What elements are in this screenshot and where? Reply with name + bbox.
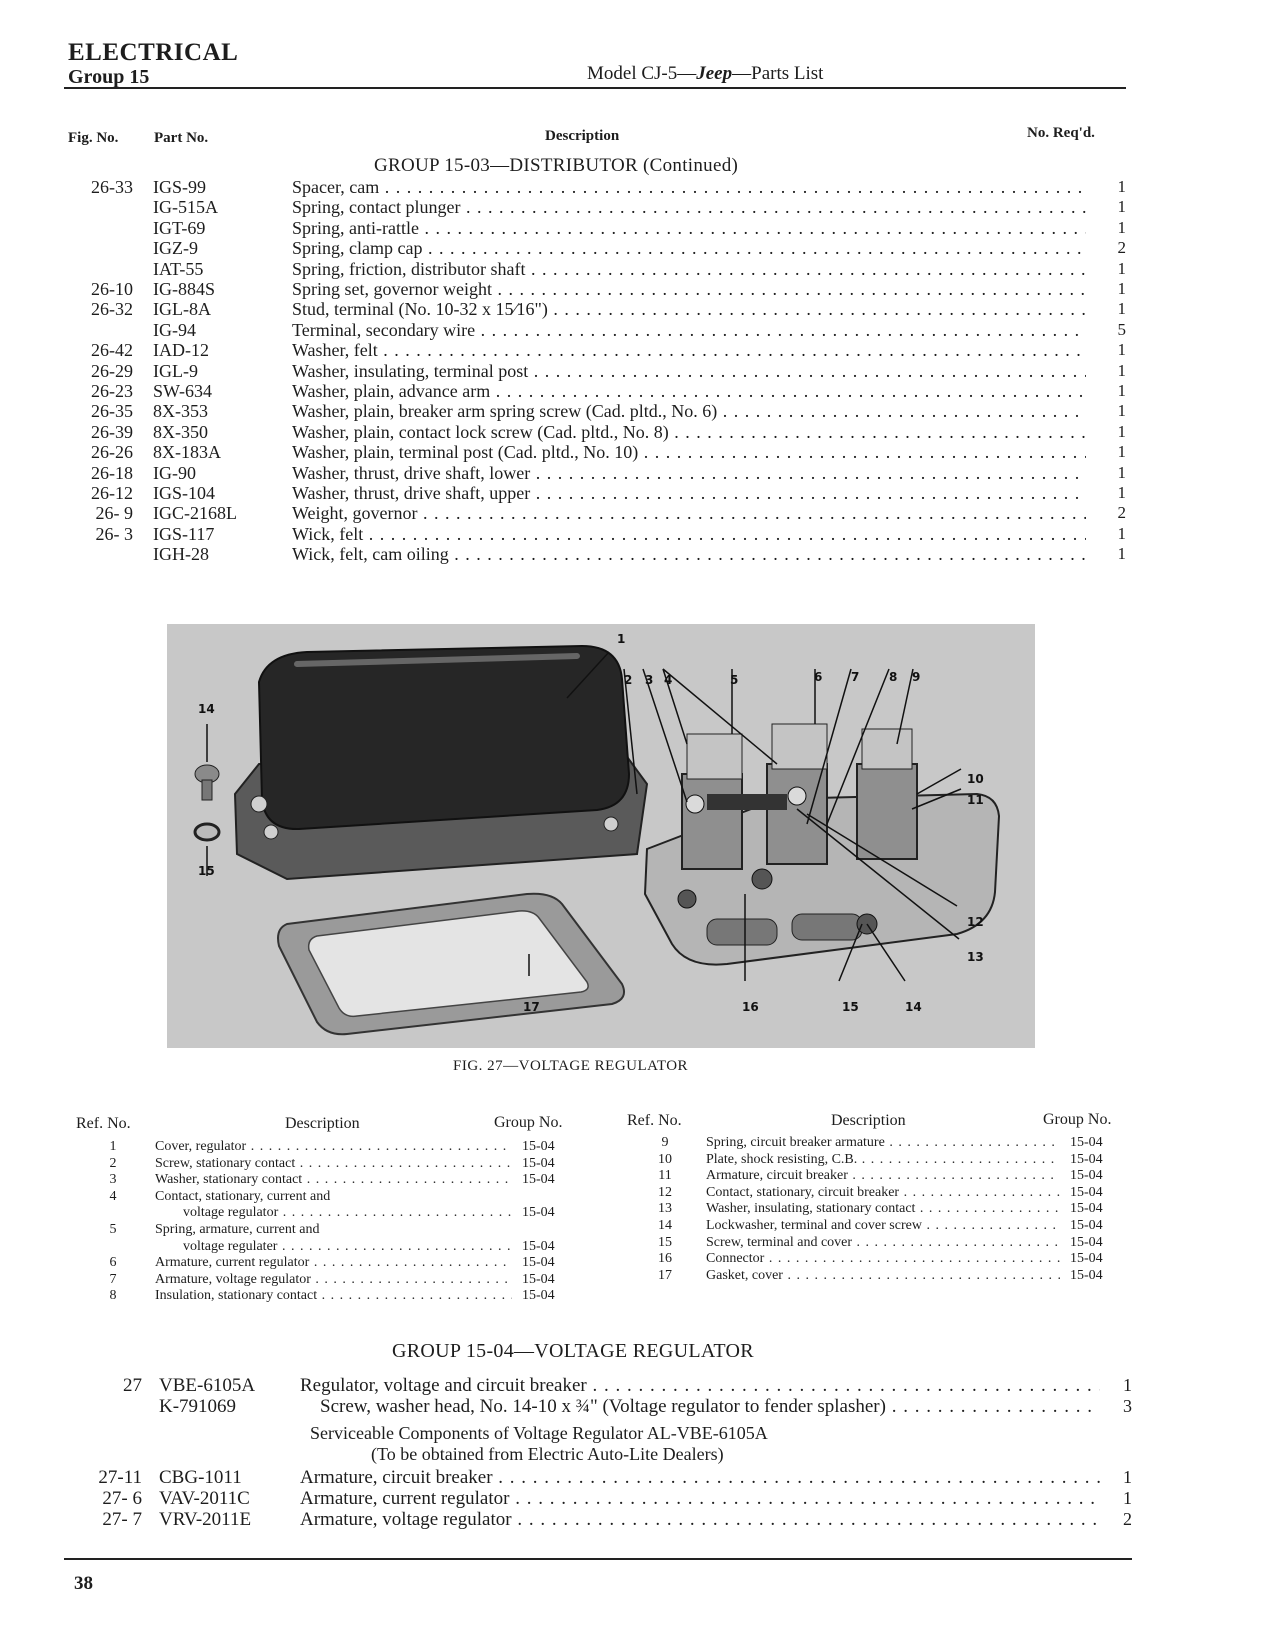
part-description: Wick, felt, cam oiling . . . (292, 544, 1086, 564)
ref-group-number: 15-04 (1070, 1267, 1103, 1283)
quantity-required: 1 (1117, 442, 1126, 462)
figure-callout-label: 14 (198, 702, 215, 716)
part-number: VRV-2011E (159, 1509, 252, 1530)
part-row (0, 279, 1275, 300)
part-row (0, 238, 1275, 259)
quantity-required: 1 (1117, 462, 1126, 482)
ref-group-number: 15-04 (1070, 1184, 1103, 1200)
part-row (0, 1488, 1275, 1510)
part-row (0, 197, 1275, 218)
quantity-required: 2 (1123, 1509, 1132, 1529)
ref-row (650, 1268, 1120, 1284)
ref-group-number: 15-04 (522, 1155, 555, 1171)
ref-number: 3 (109, 1172, 117, 1188)
group-title-voltage-regulator: GROUP 15-04—VOLTAGE REGULATOR (392, 1340, 754, 1362)
ref-description: Washer, insulating, stationary contact . . . (706, 1201, 1060, 1217)
quantity-required: 1 (1117, 279, 1126, 298)
ref-description: Spring, armature, current and (155, 1222, 320, 1237)
part-number: IGS-117 (153, 523, 215, 544)
ref-row (98, 1172, 572, 1188)
quantity-required: 1 (1117, 401, 1126, 421)
fig-number: 26-10 (91, 279, 133, 299)
fig-number: 27-11 (98, 1467, 142, 1488)
ref-description-continued: voltage regulater . . . (183, 1239, 512, 1255)
part-row (0, 1396, 1275, 1418)
ref-row (98, 1139, 572, 1155)
ref-row (98, 1255, 572, 1271)
ref-row (98, 1272, 572, 1288)
part-number: IGL-8A (153, 299, 211, 320)
quantity-required: 1 (1117, 299, 1126, 319)
figure-callout-label: 15 (198, 864, 215, 878)
ref-number: 15 (658, 1234, 672, 1250)
part-number: IAT-55 (153, 258, 204, 279)
part-description: Stud, terminal (No. 10-32 x 15⁄16") . . . (292, 299, 1086, 319)
quantity-required: 1 (1123, 1375, 1132, 1395)
part-row (0, 299, 1275, 320)
part-number: IGS-99 (153, 177, 206, 197)
part-row (0, 320, 1275, 341)
fig-number: 26-26 (91, 442, 133, 463)
ref-row (650, 1168, 1120, 1184)
figure-callout-label: 9 (912, 670, 921, 684)
ref-row (98, 1156, 572, 1172)
voltage-regulator-drawing (167, 624, 1035, 1048)
model-title (587, 63, 823, 85)
part-row (0, 340, 1275, 361)
part-number: 8X-183A (153, 442, 221, 463)
column-header-fig: Fig. No. (68, 130, 119, 146)
ref-group-number: 15-04 (522, 1271, 555, 1287)
screw-lockwasher-shape (195, 724, 219, 876)
part-number: IGS-104 (153, 483, 215, 503)
figure-caption: FIG. 27—VOLTAGE REGULATOR (453, 1058, 689, 1074)
fig-number: 27- 7 (102, 1509, 142, 1530)
figure-callout-label: 2 (624, 673, 633, 687)
quantity-required: 1 (1117, 381, 1126, 400)
fig-number: 26- 3 (95, 523, 133, 544)
ref-row (98, 1189, 572, 1205)
part-description: Washer, thrust, drive shaft, upper . . . (292, 483, 1086, 503)
quantity-required: 1 (1117, 340, 1126, 360)
figure-callout-label: 11 (967, 793, 984, 807)
part-number: 8X-353 (153, 401, 208, 422)
fig-number: 26-18 (91, 462, 133, 483)
part-number: IGH-28 (153, 544, 209, 565)
part-description: Wick, felt . . . (292, 524, 1086, 544)
cover-shape (235, 646, 647, 879)
group-label: Group 15 (68, 66, 150, 88)
ref-header-desc-left: Description (285, 1115, 360, 1132)
fig-number: 26-32 (91, 299, 133, 320)
part-description: Spring, contact plunger . . . (292, 197, 1086, 217)
quantity-required: 1 (1117, 258, 1126, 278)
ref-number: 8 (109, 1288, 117, 1304)
ref-number: 11 (658, 1168, 672, 1184)
model-prefix: Model CJ-5— (587, 63, 697, 84)
ref-number: 14 (658, 1218, 672, 1233)
part-description: Weight, governor . . . (292, 503, 1086, 523)
ref-group-number: 15-04 (1070, 1151, 1103, 1167)
quantity-required: 1 (1117, 217, 1126, 237)
ref-description: Armature, voltage regulator . . . (155, 1272, 512, 1288)
part-number: IG-515A (153, 197, 218, 218)
header-rule (64, 87, 1126, 89)
fig-number: 26-12 (91, 483, 133, 503)
part-row (0, 361, 1275, 382)
part-description: Washer, insulating, terminal post . . . (292, 361, 1086, 381)
part-number: VAV-2011C (159, 1488, 250, 1509)
ref-row (650, 1185, 1120, 1201)
serviceable-components-title: Serviceable Components of Voltage Regulator AL-VBE-6105A (310, 1423, 768, 1443)
part-number: SW-634 (153, 381, 213, 401)
ref-number: 4 (109, 1188, 117, 1204)
ref-header-desc-right: Description (831, 1112, 906, 1129)
part-row (0, 1375, 1275, 1397)
part-description: Spacer, cam . . . (292, 177, 1086, 197)
part-row (0, 381, 1275, 402)
fig-number: 27 (123, 1375, 142, 1396)
figure-callout-label: 14 (905, 1000, 922, 1014)
fig-number: 26-42 (91, 340, 133, 361)
quantity-required: 1 (1117, 177, 1126, 196)
ref-description: Contact, stationary, current and (155, 1188, 331, 1204)
ref-row (650, 1218, 1120, 1234)
ref-row (98, 1222, 572, 1238)
quantity-required: 1 (1117, 360, 1126, 380)
quantity-required: 2 (1117, 503, 1126, 523)
ref-header-ref-right: Ref. No. (627, 1112, 682, 1129)
part-row (0, 401, 1275, 422)
figure-callout-label: 3 (645, 673, 654, 687)
quantity-required: 3 (1123, 1396, 1132, 1416)
part-row (0, 442, 1275, 463)
ref-row (650, 1201, 1120, 1217)
figure-callout-label: 4 (664, 673, 673, 687)
quantity-required: 1 (1117, 544, 1126, 564)
ref-number: 12 (658, 1184, 672, 1200)
part-number: CBG-1011 (159, 1467, 242, 1488)
footer-rule (64, 1558, 1132, 1560)
part-description: Washer, felt . . . (292, 340, 1086, 360)
figure-callout-label: 12 (967, 915, 984, 929)
ref-row (650, 1152, 1120, 1168)
ref-number: 9 (661, 1135, 669, 1150)
part-number: IG-90 (153, 462, 196, 483)
part-description: Washer, plain, advance arm . . . (292, 381, 1086, 401)
part-number: 8X-350 (153, 421, 208, 442)
ref-description: Lockwasher, terminal and cover screw . . . (706, 1218, 1060, 1234)
ref-description: Armature, current regulator . . . (155, 1255, 512, 1271)
part-row (0, 259, 1275, 280)
ref-description: Cover, regulator . . . (155, 1139, 512, 1155)
part-description: Armature, circuit breaker . . . (300, 1467, 1100, 1488)
part-row (0, 218, 1275, 239)
voltage-regulator-illustration (167, 624, 1035, 1048)
fig-number: 26-33 (91, 177, 133, 197)
part-description: Regulator, voltage and circuit breaker . . . (300, 1375, 1100, 1396)
ref-number: 13 (658, 1201, 672, 1217)
quantity-required: 1 (1117, 523, 1126, 543)
part-row (0, 544, 1275, 565)
ref-number: 17 (658, 1267, 672, 1283)
fig-number: 26-39 (91, 421, 133, 442)
relay-units-shape (682, 724, 917, 869)
part-row (0, 483, 1275, 504)
ref-group-number: 15-04 (522, 1205, 555, 1221)
part-number: IGT-69 (153, 217, 206, 238)
ref-group-number: 15-04 (1070, 1234, 1103, 1250)
part-number: IGZ-9 (153, 238, 198, 259)
ref-row-continued (98, 1239, 572, 1255)
ref-number: 2 (109, 1155, 117, 1171)
figure-callout-label: 15 (842, 1000, 859, 1014)
ref-group-number: 15-04 (1070, 1168, 1103, 1184)
part-description: Spring set, governor weight . . . (292, 279, 1086, 299)
ref-description: Armature, circuit breaker . . . (706, 1168, 1060, 1184)
serviceable-components-note: (To be obtained from Electric Auto-Lite Dealers) (371, 1444, 724, 1464)
part-row (0, 422, 1275, 443)
ref-row (650, 1135, 1120, 1151)
part-number: K-791069 (159, 1396, 237, 1417)
part-description: Spring, friction, distributor shaft . . . (292, 259, 1086, 279)
ref-description: Insulation, stationary contact . . . (155, 1288, 512, 1304)
ref-number: 5 (109, 1222, 117, 1237)
ref-number: 10 (658, 1151, 672, 1167)
ref-row (650, 1235, 1120, 1251)
ref-group-number: 15-04 (522, 1255, 555, 1271)
fig-number: 26-35 (91, 401, 133, 422)
part-description: Washer, plain, breaker arm spring screw (Cad. pltd., No. 6) . . . (292, 401, 1086, 421)
figure-callout-label: 13 (967, 950, 984, 964)
part-number: IAD-12 (153, 340, 209, 361)
part-description: Spring, anti-rattle . . . (292, 218, 1086, 238)
part-number: IG-884S (153, 279, 215, 299)
ref-description: Contact, stationary, circuit breaker . . . (706, 1185, 1060, 1201)
part-description: Washer, thrust, drive shaft, lower . . . (292, 463, 1086, 483)
quantity-required: 1 (1123, 1488, 1132, 1508)
ref-description: Plate, shock resisting, C.B. . . . (706, 1152, 1060, 1168)
figure-callout-label: 6 (814, 670, 823, 684)
model-brand: Jeep (696, 63, 733, 84)
part-row (0, 463, 1275, 484)
ref-description: Spring, circuit breaker armature . . . (706, 1135, 1060, 1151)
ref-group-number: 15-04 (522, 1172, 555, 1188)
ref-header-ref-left: Ref. No. (76, 1115, 131, 1132)
ref-group-number: 15-04 (1070, 1135, 1103, 1150)
ref-row (650, 1251, 1120, 1267)
column-header-description: Description (545, 128, 620, 144)
part-description: Washer, plain, terminal post (Cad. pltd., No. 10) . . . (292, 442, 1086, 462)
ref-description: Connector . . . (706, 1251, 1060, 1267)
figure-callout-label: 1 (617, 632, 626, 646)
fig-number: 27- 6 (102, 1488, 142, 1509)
page-number: 38 (74, 1573, 93, 1594)
column-header-part: Part No. (154, 130, 209, 146)
ref-group-number: 15-04 (522, 1139, 555, 1154)
part-description: Terminal, secondary wire . . . (292, 320, 1086, 340)
part-description: Screw, washer head, No. 14-10 x ¾" (Voltage regulator to fender splasher) . . . (320, 1396, 1100, 1417)
ref-group-number: 15-04 (1070, 1201, 1103, 1217)
ref-group-number: 15-04 (522, 1238, 555, 1254)
figure-callout-label: 17 (523, 1000, 540, 1014)
ref-description: Screw, stationary contact . . . (155, 1156, 512, 1172)
model-suffix: —Parts List (732, 63, 824, 84)
column-header-required: No. Req'd. (1027, 125, 1095, 141)
ref-group-number: 15-04 (1070, 1251, 1103, 1267)
group-title-distributor: GROUP 15-03—DISTRIBUTOR (Continued) (374, 155, 739, 176)
part-number: IGC-2168L (153, 503, 237, 524)
ref-description-continued: voltage regulator . . . (183, 1205, 512, 1221)
ref-row-continued (98, 1205, 572, 1221)
section-title: ELECTRICAL (68, 39, 239, 66)
ref-header-group-right: Group No. (1043, 1111, 1112, 1128)
part-number: IGL-9 (153, 360, 198, 381)
ref-description: Gasket, cover . . . (706, 1268, 1060, 1284)
ref-number: 1 (109, 1139, 117, 1154)
part-row (0, 1509, 1275, 1531)
part-row (0, 524, 1275, 545)
ref-group-number: 15-04 (522, 1288, 555, 1304)
part-number: IG-94 (153, 319, 196, 340)
ref-row (98, 1288, 572, 1304)
ref-group-number: 15-04 (1070, 1218, 1103, 1233)
quantity-required: 1 (1117, 197, 1126, 217)
figure-callout-label: 16 (742, 1000, 759, 1014)
gasket-shape (278, 894, 624, 1035)
part-description: Armature, voltage regulator . . . (300, 1509, 1100, 1530)
figure-callout-label: 5 (730, 673, 739, 687)
part-number: VBE-6105A (159, 1375, 256, 1396)
fig-number: 26- 9 (95, 503, 133, 524)
ref-number: 6 (109, 1255, 117, 1271)
quantity-required: 1 (1117, 421, 1126, 441)
part-description: Washer, plain, contact lock screw (Cad. pltd., No. 8) . . . (292, 422, 1086, 442)
figure-callout-label: 8 (889, 670, 898, 684)
quantity-required: 1 (1117, 483, 1126, 502)
fig-number: 26-23 (91, 381, 133, 401)
figure-callout-label: 7 (851, 670, 860, 684)
part-row (0, 177, 1275, 198)
part-row (0, 503, 1275, 524)
part-description: Armature, current regulator . . . (300, 1488, 1100, 1509)
quantity-required: 2 (1117, 238, 1126, 258)
ref-description: Washer, stationary contact . . . (155, 1172, 512, 1188)
quantity-required: 5 (1117, 319, 1126, 339)
part-row (0, 1467, 1275, 1489)
ref-header-group-left: Group No. (494, 1114, 563, 1131)
ref-number: 7 (109, 1271, 117, 1287)
part-description: Spring, clamp cap . . . (292, 238, 1086, 258)
figure-callout-label: 10 (967, 772, 984, 786)
fig-number: 26-29 (91, 360, 133, 381)
quantity-required: 1 (1123, 1467, 1132, 1487)
ref-number: 16 (658, 1251, 672, 1267)
ref-description: Screw, terminal and cover . . . (706, 1235, 1060, 1251)
